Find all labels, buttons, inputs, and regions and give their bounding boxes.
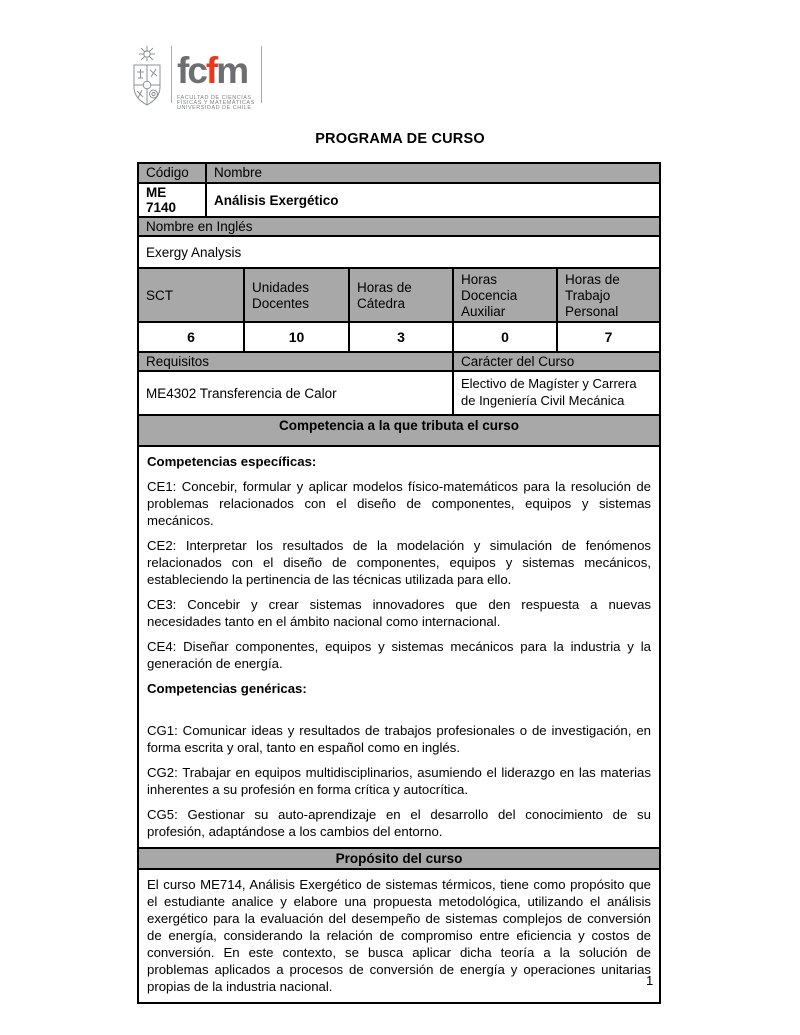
tagline-line-2: FÍSICAS Y MATEMÁTICAS [177,100,255,106]
row-competencias-body [139,445,659,847]
competencias-genericas-title: Competencias genéricas: [147,681,307,696]
row-nombre-ingles-label [139,216,659,235]
unidades-docentes-value-cell: 10 [243,323,348,351]
nombre-ingles-value-cell: Exergy Analysis [146,244,242,260]
competencia-ce2: CE2: Interpretar los resultados de la modelación y simulación de fenómenos relacionados con el diseño de componentes, equipos y sistemas mecánicos, estableciendo la pertinencia de las técnicas utilizada para ello. [147,538,651,587]
competencia-cg5: CG5: Gestionar su auto-aprendizaje en el desarrollo del conocimiento de su profesión, adaptándose a los cambios del entorno. [147,807,651,839]
competencia-ce3: CE3: Concebir y crear sistemas innovadores que den respuesta a nuevas necesidades tanto en el ámbito nacional como internacional. [147,597,651,629]
row-requisitos-caracter-labels [139,351,659,370]
fcfm-wordmark [177,50,255,93]
horas-trabajo-personal-header-cell: Horas de Trabajo Personal [556,269,659,321]
logo-divider-left [171,46,172,103]
competencias-text-block [139,447,659,847]
wordmark-suffix: m [216,50,248,91]
requisitos-label-cell: Requisitos [146,354,210,369]
requisitos-value-cell: ME4302 Transferencia de Calor [146,385,337,401]
proposito-text-block [139,870,659,1002]
logo-divider-right [261,46,262,103]
course-program-table [137,162,661,1004]
nombre-value-cell: Análisis Exergético [205,184,659,216]
competencias-especificas-title: Competencias específicas: [147,454,317,469]
proposito-band-title: Propósito del curso [335,851,463,866]
sct-value-cell: 6 [187,329,195,345]
horas-catedra-value-cell: 3 [348,323,452,351]
row-codigo-nombre-labels [139,164,659,182]
horas-catedra-header-cell: Horas de Cátedra [348,269,452,321]
university-crest-icon [127,45,167,107]
caracter-value-cell: Electivo de Magíster y Carrera de Ingeniería Civil Mecánica [452,372,659,414]
tagline-line-1: FACULTAD DE CIENCIAS [177,95,252,101]
proposito-paragraph: El curso ME714, Análisis Exergético de sistemas térmicos, tiene como propósito que el estudiante analice y elabore una propuesta metodológica, utilizando el análisis exergético para la evaluación del desempeño de sistemas complejos de conversión de energía, considerando la relación de compromiso entre eficiencia y costos de conversión. En este contexto, se busca aplicar dicha teoría a la solución de problemas aplicados a procesos de conversión de energía y operaciones unitarias propias de la industria nacional. [147,877,651,994]
page-number: 1 [646,973,654,988]
row-proposito-band [139,847,659,868]
competencia-cg2: CG2: Trabajar en equipos multidisciplinarios, asumiendo el liderazgo en las materias inherentes a su profesión en forma crítica y autocrítica. [147,765,651,797]
row-codigo-nombre-values [139,182,659,216]
nombre-ingles-label-cell: Nombre en Inglés [146,219,253,234]
horas-trabajo-personal-value-cell: 7 [556,323,659,351]
nombre-label-cell: Nombre [205,164,659,182]
horas-docencia-auxiliar-header-cell: Horas Docencia Auxiliar [452,269,556,321]
competencia-ce1: CE1: Concebir, formular y aplicar modelos físico-matemáticos para la resolución de problemas relacionados con el diseño de componentes, equipos y sistemas mecánicos. [147,479,651,528]
row-nombre-ingles-value [139,235,659,267]
row-hours-headers [139,267,659,321]
competencia-cg1: CG1: Comunicar ideas y resultados de trabajos profesionales o de investigación, en forma escrita y oral, tanto en español como en inglés. [147,723,651,755]
row-proposito-body [139,868,659,1002]
logo-tagline [177,96,255,111]
unidades-docentes-header-cell: Unidades Docentes [243,269,348,321]
horas-docencia-auxiliar-value-cell: 0 [452,323,556,351]
row-competencia-band [139,414,659,445]
wordmark-accent-letter: f [205,50,217,91]
tagline-line-3: UNIVERSIDAD DE CHILE [177,105,252,111]
page-title: PROGRAMA DE CURSO [315,131,485,147]
codigo-label-cell: Código [146,165,189,180]
codigo-value-cell: ME 7140 [146,185,177,215]
wordmark-prefix: fc [177,50,206,91]
logo-text-block [177,44,255,111]
fcfm-logo [127,44,267,111]
caracter-label-cell: Carácter del Curso [452,353,659,370]
row-requisitos-caracter-values [139,370,659,414]
competencia-band-title: Competencia a la que tributa el curso [278,418,520,433]
competencia-ce4: CE4: Diseñar componentes, equipos y sistemas mecánicos para la industria y la generación de energía. [147,639,651,671]
sct-header-cell: SCT [146,288,173,303]
row-hours-values [139,321,659,351]
